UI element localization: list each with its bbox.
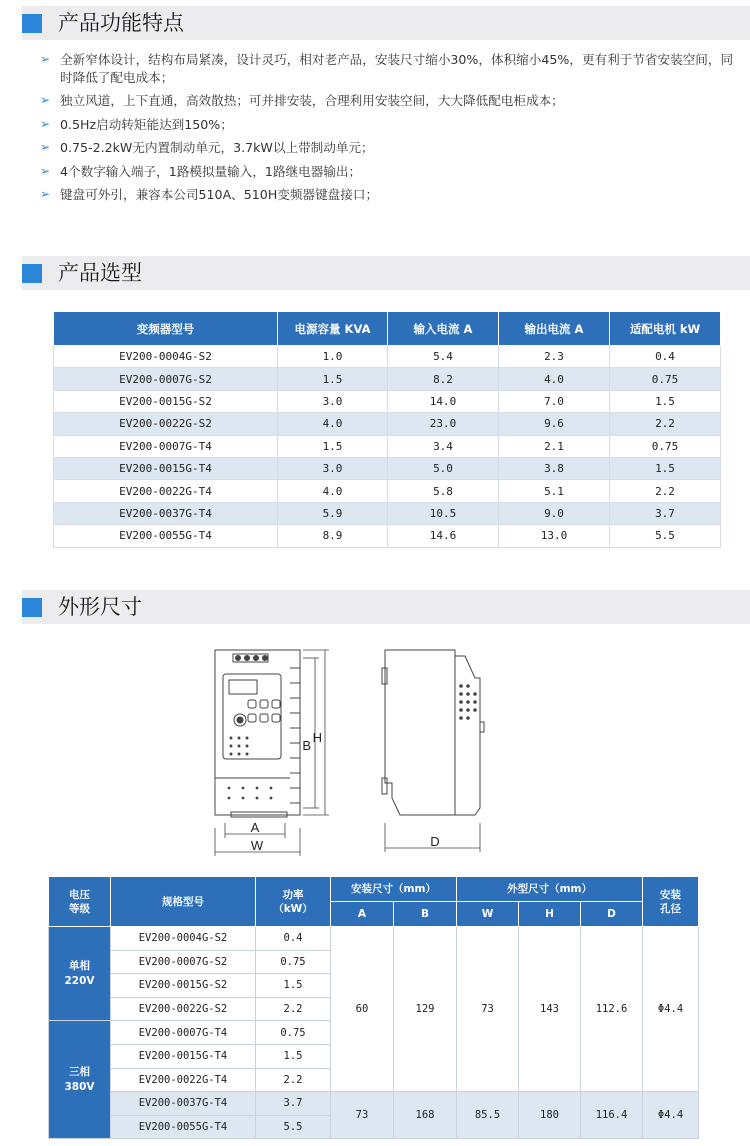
table-cell: 2.2: [610, 413, 721, 435]
feature-item: [38, 92, 738, 110]
model-cell: EV200-0015G-S2: [111, 974, 256, 998]
table-cell: 2.1: [499, 435, 610, 457]
power-cell: 2.2: [256, 1068, 331, 1092]
table-row: [54, 457, 721, 479]
size-cell-d: 116.4: [581, 1092, 643, 1139]
table-cell: 3.0: [278, 457, 388, 479]
dimension-table: [48, 876, 699, 1139]
feature-text: 4个数字输入端子，1路模拟量输入，1路继电器输出；: [60, 163, 362, 179]
table-cell: 3.7: [610, 502, 721, 524]
table-cell: EV200-0004G-S2: [54, 346, 278, 368]
section-header-selection: [22, 256, 750, 290]
table-cell: 9.6: [499, 413, 610, 435]
feature-item: [38, 116, 738, 134]
table-cell: EV200-0007G-S2: [54, 368, 278, 390]
table-cell: 14.6: [388, 525, 499, 547]
table-cell: EV200-0015G-S2: [54, 390, 278, 412]
table-row: [54, 368, 721, 390]
column-header: 电源容量 KVA: [278, 312, 388, 346]
column-header: 适配电机 kW: [610, 312, 721, 346]
table-cell: 1.5: [278, 368, 388, 390]
table-cell: 7.0: [499, 390, 610, 412]
column-header-install: 安装尺寸（mm）: [331, 877, 457, 902]
table-cell: EV200-0007G-T4: [54, 435, 278, 457]
table-cell: 10.5: [388, 502, 499, 524]
table-cell: EV200-0037G-T4: [54, 502, 278, 524]
section-marker: [22, 598, 42, 617]
model-cell: EV200-0015G-T4: [111, 1044, 256, 1068]
model-cell: EV200-0004G-S2: [111, 927, 256, 951]
arrow-right-icon: ➢: [40, 163, 51, 178]
feature-item: [38, 186, 738, 204]
column-header-hole: 安装 孔径: [643, 877, 699, 927]
table-row: [54, 390, 721, 412]
arrow-right-icon: ➢: [40, 52, 51, 66]
table-cell: 5.1: [499, 480, 610, 502]
table-cell: 14.0: [388, 390, 499, 412]
table-cell: EV200-0022G-S2: [54, 413, 278, 435]
column-header-d: D: [581, 902, 643, 927]
section-title-dimensions: 外形尺寸: [58, 595, 142, 619]
size-cell-h: 180: [519, 1092, 581, 1139]
section-marker: [22, 264, 42, 283]
table-cell: 1.5: [610, 390, 721, 412]
table-cell: 1.5: [610, 457, 721, 479]
column-header-b: B: [394, 902, 457, 927]
table-cell: 5.8: [388, 480, 499, 502]
arrow-right-icon: ➢: [40, 116, 51, 131]
table-cell: 5.9: [278, 502, 388, 524]
column-header-outline: 外型尺寸（mm）: [457, 877, 643, 902]
table-cell: 4.0: [278, 480, 388, 502]
table-cell: 5.5: [610, 525, 721, 547]
dim-label-D: D: [430, 834, 440, 849]
feature-text: 0.75-2.2kW无内置制动单元，3.7kW以上带制动单元；: [60, 140, 374, 155]
table-cell: 9.0: [499, 502, 610, 524]
section-header-dimensions: [22, 590, 750, 624]
dim-label-W: W: [250, 838, 264, 853]
feature-text: 键盘可外引，兼容本公司510A、510H变频器键盘接口；: [60, 187, 379, 202]
column-header: 输出电流 A: [499, 312, 610, 346]
table-cell: 1.5: [278, 435, 388, 457]
section-header-features: [22, 6, 750, 40]
dim-label-A: A: [250, 820, 260, 835]
table-row: [49, 927, 699, 951]
size-cell-a: 73: [331, 1092, 394, 1139]
feature-item: [38, 163, 738, 181]
arrow-right-icon: ➢: [40, 187, 51, 201]
table-cell: 5.0: [388, 457, 499, 479]
feature-text: 独立风道，上下直通，高效散热；可并排安装，合理利用安装空间，大大降低配电柜成本；: [60, 93, 564, 108]
table-cell: 0.75: [610, 368, 721, 390]
selection-table: [53, 311, 721, 548]
column-header: 输入电流 A: [388, 312, 499, 346]
voltage-cell: 单相 220V: [49, 927, 111, 1021]
table-cell: EV200-0015G-T4: [54, 457, 278, 479]
table-cell: 4.0: [499, 368, 610, 390]
table-row: [54, 525, 721, 547]
power-cell: 0.75: [256, 950, 331, 974]
power-cell: 1.5: [256, 974, 331, 998]
column-header: 变频器型号: [54, 312, 278, 346]
size-cell-h: 143: [519, 927, 581, 1092]
column-header-power: 功率 （kW）: [256, 877, 331, 927]
power-cell: 3.7: [256, 1092, 331, 1116]
arrow-right-icon: ➢: [40, 140, 51, 154]
column-header-voltage: 电压 等级: [49, 877, 111, 927]
power-cell: 5.5: [256, 1115, 331, 1139]
table-cell: 8.2: [388, 368, 499, 390]
model-cell: EV200-0022G-S2: [111, 997, 256, 1021]
table-cell: 8.9: [278, 525, 388, 547]
feature-list: [38, 51, 738, 210]
table-cell: EV200-0055G-T4: [54, 525, 278, 547]
size-cell-hole: Φ4.4: [643, 1092, 699, 1139]
size-cell-d: 112.6: [581, 927, 643, 1092]
table-cell: 1.0: [278, 346, 388, 368]
table-cell: 3.0: [278, 390, 388, 412]
table-row: [54, 435, 721, 457]
outline-drawing: [205, 638, 505, 863]
section-title-selection: 产品选型: [58, 261, 142, 285]
table-cell: 13.0: [499, 525, 610, 547]
size-cell-b: 129: [394, 927, 457, 1092]
section-title-features: 产品功能特点: [58, 11, 184, 35]
table-cell: 3.4: [388, 435, 499, 457]
dim-label-B: B: [302, 738, 311, 753]
arrow-right-icon: ➢: [40, 93, 51, 107]
table-row: [54, 502, 721, 524]
feature-item: [38, 51, 738, 86]
dim-label-H: H: [312, 730, 322, 745]
table-cell: 3.8: [499, 457, 610, 479]
table-cell: 0.75: [610, 435, 721, 457]
front-view: [215, 650, 300, 817]
column-header-a: A: [331, 902, 394, 927]
table-cell: EV200-0022G-T4: [54, 480, 278, 502]
model-cell: EV200-0022G-T4: [111, 1068, 256, 1092]
size-cell-hole: Φ4.4: [643, 927, 699, 1092]
column-header-w: W: [457, 902, 519, 927]
size-cell-a: 60: [331, 927, 394, 1092]
model-cell: EV200-0007G-T4: [111, 1021, 256, 1045]
table-cell: 5.4: [388, 346, 499, 368]
size-cell-b: 168: [394, 1092, 457, 1139]
model-cell: EV200-0055G-T4: [111, 1115, 256, 1139]
feature-item: [38, 139, 738, 157]
table-cell: 23.0: [388, 413, 499, 435]
size-cell-w: 85.5: [457, 1092, 519, 1139]
feature-text: 0.5Hz启动转矩能达到150%；: [60, 116, 233, 132]
side-view: [382, 650, 484, 815]
power-cell: 0.75: [256, 1021, 331, 1045]
table-row: [54, 480, 721, 502]
table-cell: 2.3: [499, 346, 610, 368]
table-row: [54, 413, 721, 435]
table-row: [54, 346, 721, 368]
feature-text: 全新窄体设计，结构布局紧凑，设计灵巧，相对老产品，安装尺寸缩小30%，体积缩小45%，更有利于节省安装空间，同时降低了配电成本；: [60, 52, 734, 85]
header-row: [49, 877, 699, 902]
table-cell: 0.4: [610, 346, 721, 368]
section-marker: [22, 14, 42, 33]
table-row: [49, 1092, 699, 1116]
table-cell: 2.2: [610, 480, 721, 502]
power-cell: 1.5: [256, 1044, 331, 1068]
model-cell: EV200-0007G-S2: [111, 950, 256, 974]
power-cell: 2.2: [256, 997, 331, 1021]
column-header-model: 规格型号: [111, 877, 256, 927]
table-cell: 4.0: [278, 413, 388, 435]
model-cell: EV200-0037G-T4: [111, 1092, 256, 1116]
size-cell-w: 73: [457, 927, 519, 1092]
voltage-cell: 三相 380V: [49, 1021, 111, 1139]
power-cell: 0.4: [256, 927, 331, 951]
column-header-h: H: [519, 902, 581, 927]
